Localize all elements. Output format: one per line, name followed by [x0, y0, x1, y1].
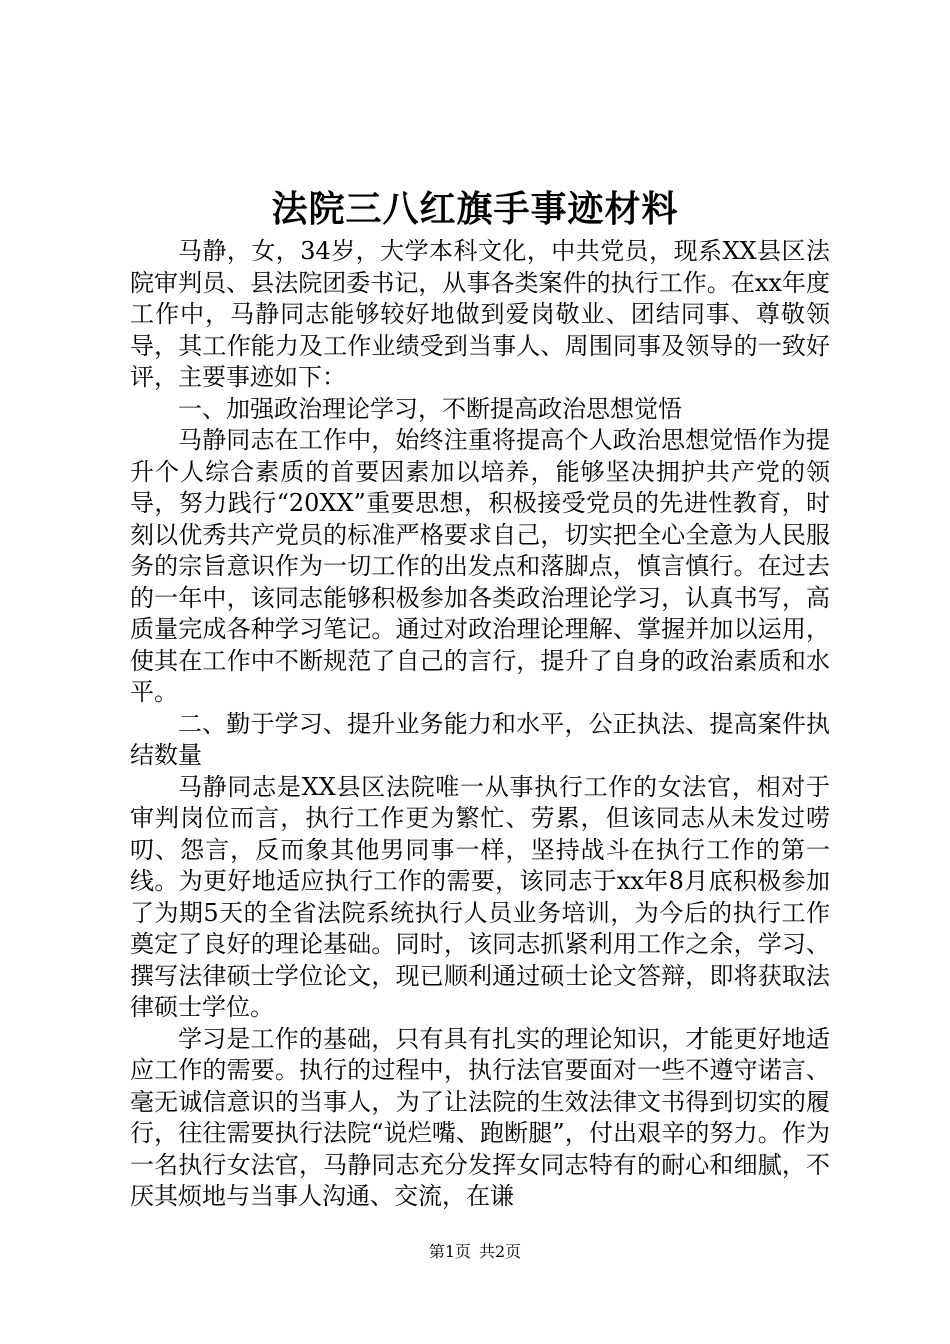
- paragraph-section-2: 马静同志是XX县区法院唯一从事执行工作的女法官，相对于审判岗位而言，执行工作更为繁忙、劳累，但该同志从未发过唠叨、怨言，反而象其他男同事一样，坚持战斗在执行工作的第一线。为更好地适应执行工作的需要，该同志于xx年8月底积极参加了为期5天的全省法院系统执行人员业务培训，为今后的执行工作奠定了良好的理论基础。同时，该同志抓紧利用工作之余，学习、撰写法律硕士学位论文，现已顺利通过硕士论文答辩，即将获取法律硕士学位。: [130, 772, 830, 1021]
- page-number: 第1页: [428, 1242, 471, 1261]
- paragraph-section-1: 马静同志在工作中，始终注重将提高个人政治思想觉悟作为提升个人综合素质的首要因素加以培养，能够坚决拥护共产党的领导，努力践行“20XX”重要思想，积极接受党员的先进性教育，时刻以优秀共产党员的标准严格要求自己，切实把全心全意为人民服务的宗旨意识作为一切工作的出发点和落脚点，慎言慎行。在过去的一年中，该同志能够积极参加各类政治理论学习，认真书写，高质量完成各种学习笔记。通过对政治理论理解、掌握并加以运用，使其在工作中不断规范了自己的言行，提升了自身的政治素质和水平。: [130, 426, 830, 706]
- document-title: 法院三八红旗手事迹材料: [271, 188, 679, 230]
- page-footer: [0, 1242, 950, 1262]
- document-body: [130, 236, 830, 1213]
- section-heading-2: 二、勤于学习、提升业务能力和水平，公正执法、提高案件执结数量: [130, 709, 830, 769]
- paragraph-intro: 马静，女，34岁，大学本科文化，中共党员，现系XX县区法院审判员、县法院团委书记，从事各类案件的执行工作。在xx年度工作中，马静同志能够较好地做到爱岗敬业、团结同事、尊敬领导，其工作能力及工作业绩受到当事人、周围同事及领导的一致好评，主要事迹如下：: [130, 237, 830, 391]
- paragraph-section-2-continued: 学习是工作的基础，只有具有扎实的理论知识，才能更好地适应工作的需要。执行的过程中，执行法官要面对一些不遵守诺言、毫无诚信意识的当事人，为了让法院的生效法律文书得到切实的履行，往往需要执行法院“说烂嘴、跑断腿”，付出艰辛的努力。作为一名执行女法官，马静同志充分发挥女同志特有的耐心和细腻，不厌其烦地与当事人沟通、交流，在谦: [130, 1024, 830, 1210]
- page-total: 共2页: [479, 1242, 522, 1261]
- section-heading-1: 一、加强政治理论学习，不断提高政治思想觉悟: [178, 394, 682, 423]
